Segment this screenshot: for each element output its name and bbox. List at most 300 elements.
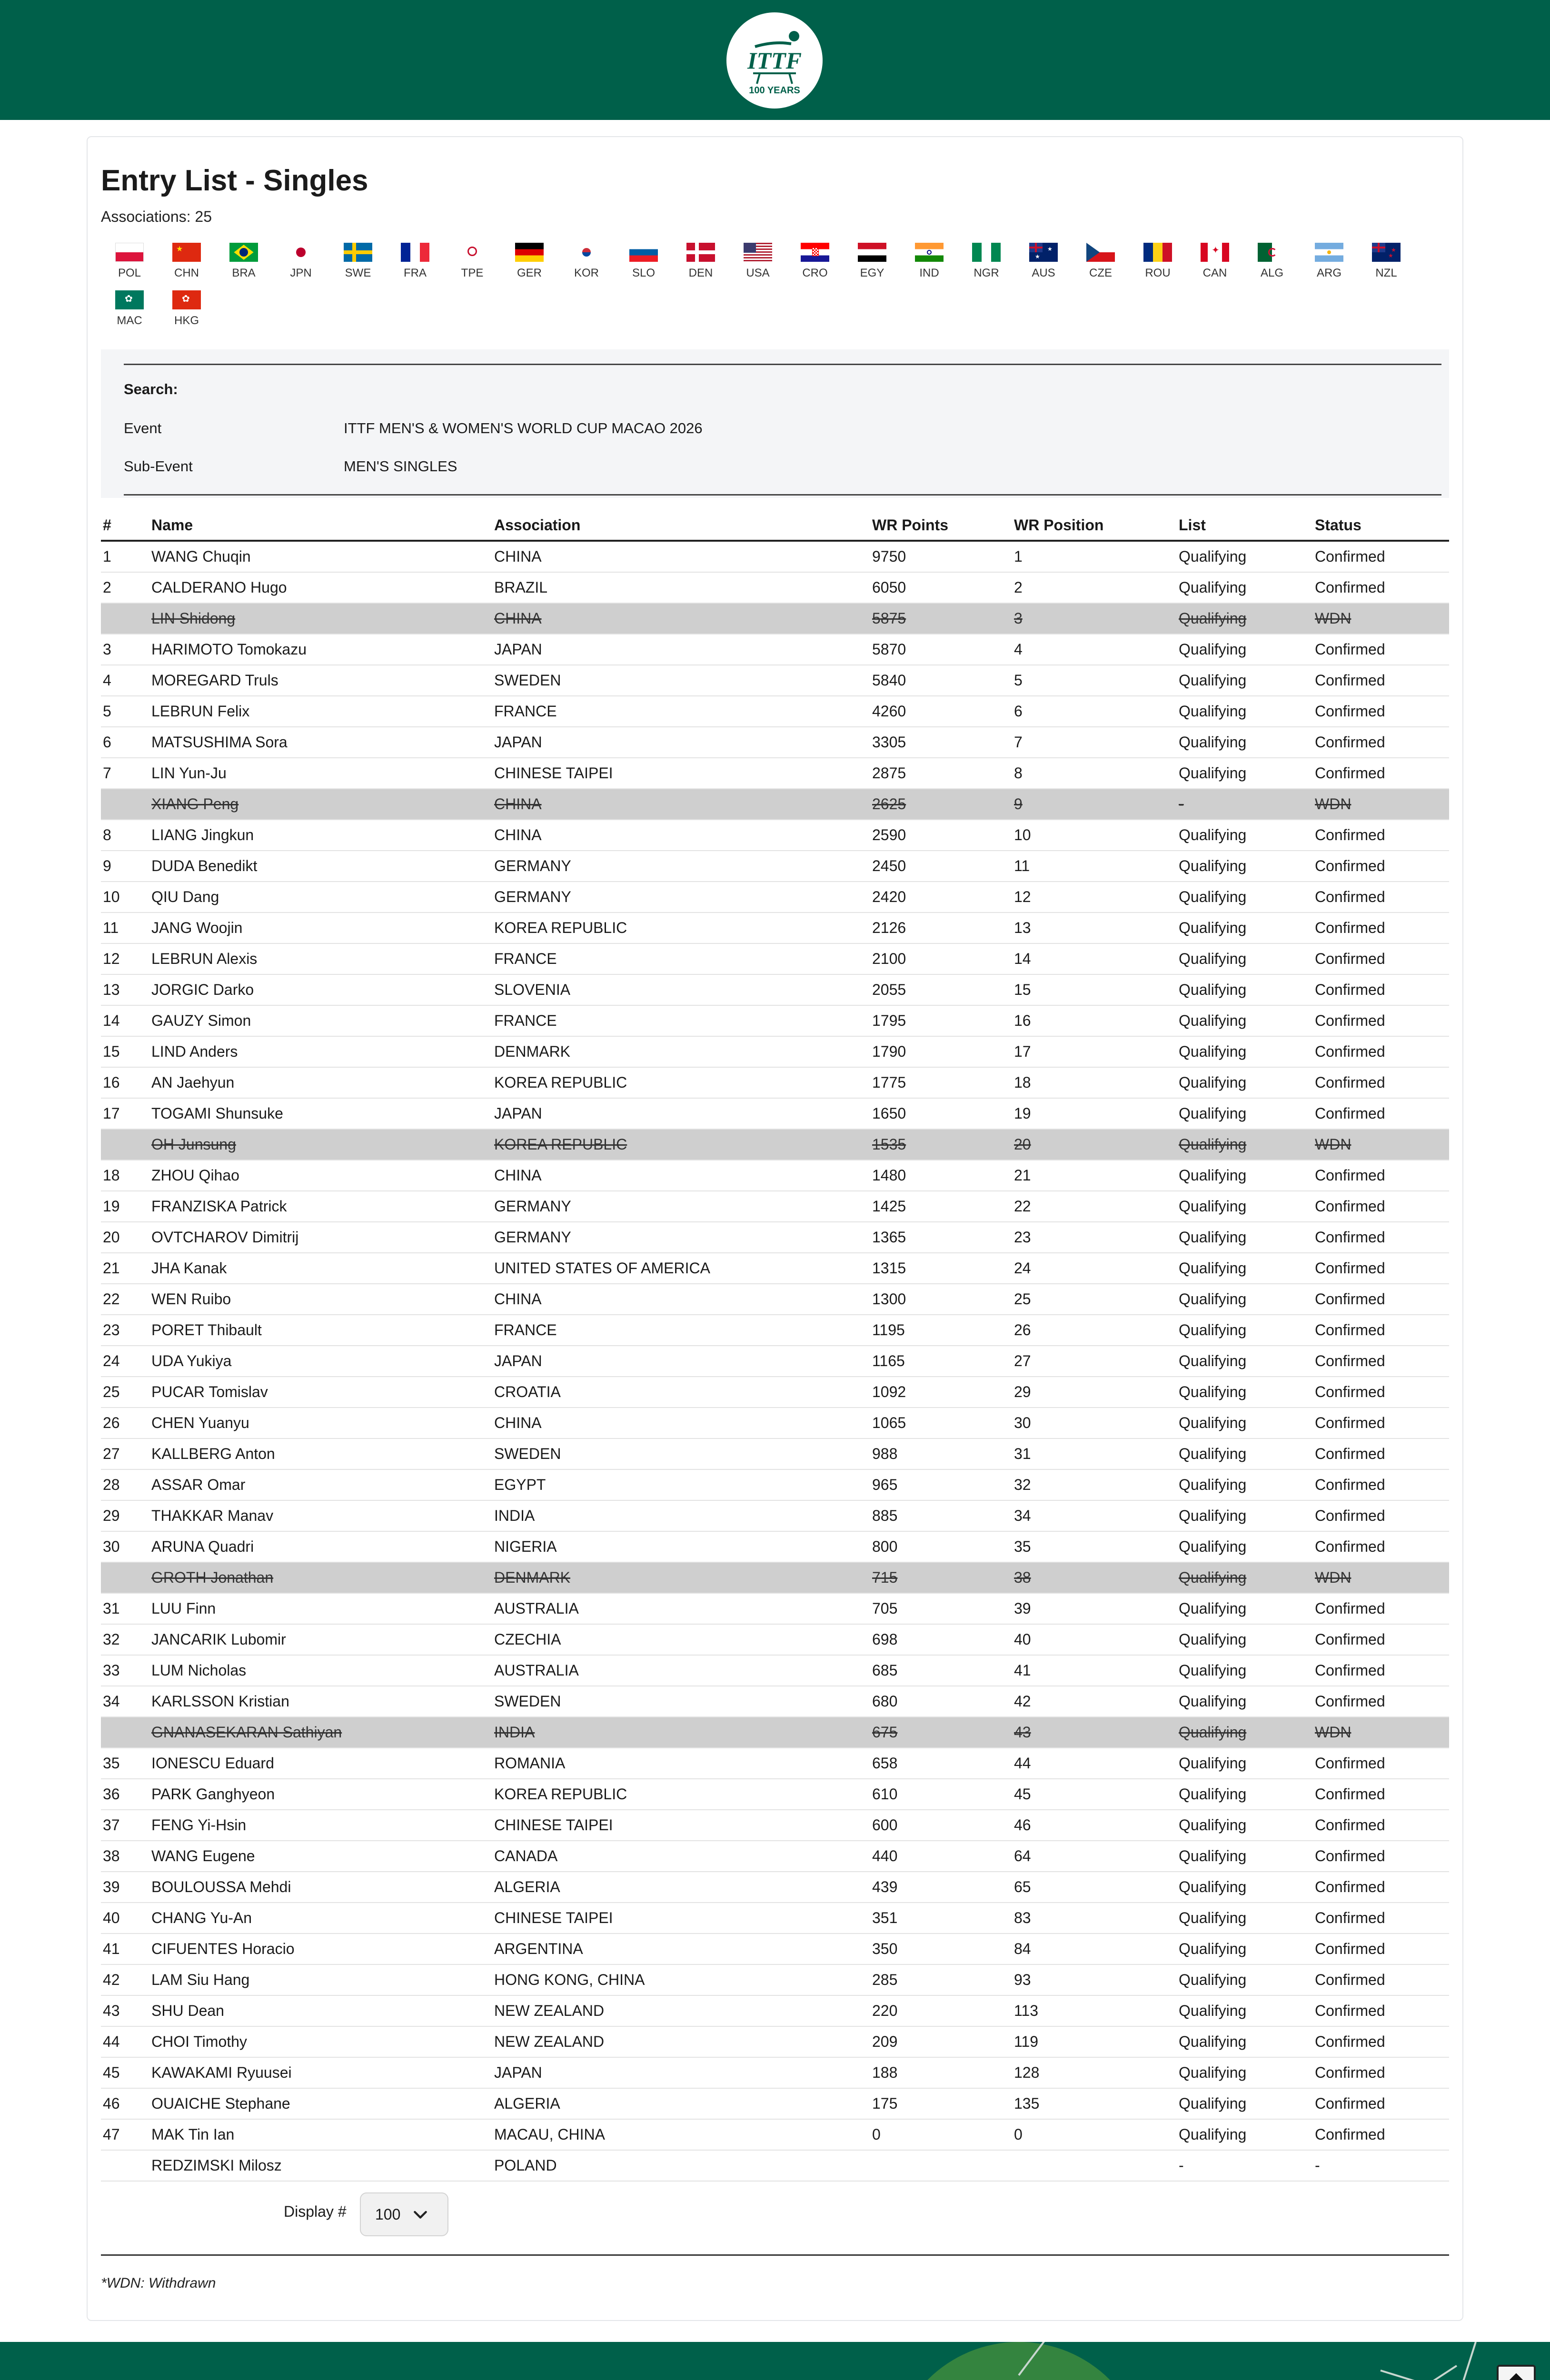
player-name[interactable]: PARK Ganghyeon: [149, 1779, 492, 1810]
wr-points: 285: [870, 1964, 1012, 1995]
player-name[interactable]: LEBRUN Alexis: [149, 943, 492, 974]
player-name[interactable]: WANG Chuqin: [149, 541, 492, 572]
entry-status: WDN: [1313, 1129, 1449, 1160]
wr-position: 18: [1012, 1067, 1177, 1098]
entry-status: Confirmed: [1313, 2026, 1449, 2057]
player-name[interactable]: DUDA Benedikt: [149, 851, 492, 882]
table-row: [101, 1624, 1449, 1655]
wr-points: 209: [870, 2026, 1012, 2057]
list-type: Qualifying: [1177, 1191, 1313, 1222]
wr-points: 705: [870, 1593, 1012, 1624]
table-row: [101, 1934, 1449, 1964]
wr-points: 1795: [870, 1005, 1012, 1036]
list-type: Qualifying: [1177, 1779, 1313, 1810]
entry-status: Confirmed: [1313, 1346, 1449, 1377]
wr-points: 0: [870, 2119, 1012, 2150]
flag-ind-icon: [915, 243, 944, 262]
flag-item-ind[interactable]: [901, 243, 958, 280]
player-name[interactable]: JHA Kanak: [149, 1253, 492, 1284]
col-header-name[interactable]: Name: [149, 510, 492, 541]
list-type: Qualifying: [1177, 1253, 1313, 1284]
flag-pol-icon: [115, 243, 144, 262]
flag-code: SLO: [632, 267, 656, 279]
flag-code: KOR: [574, 267, 599, 279]
player-name[interactable]: UDA Yukiya: [149, 1346, 492, 1377]
player-association: SWEDEN: [492, 665, 870, 696]
entry-status: Confirmed: [1313, 1995, 1449, 2026]
flag-item-ger[interactable]: [501, 243, 558, 280]
wr-position: 5: [1012, 665, 1177, 696]
player-association: SLOVENIA: [492, 974, 870, 1005]
flag-item-kor[interactable]: [558, 243, 615, 280]
entry-status: WDN: [1313, 1562, 1449, 1593]
entry-status: Confirmed: [1313, 1810, 1449, 1841]
flag-item-tpe[interactable]: [444, 243, 501, 280]
player-name[interactable]: QIU Dang: [149, 882, 492, 912]
entry-number: [101, 789, 149, 820]
associations-count-line: [101, 208, 212, 226]
flag-item-can[interactable]: [1186, 243, 1243, 280]
player-name[interactable]: THAKKAR Manav: [149, 1500, 492, 1531]
entry-number: 13: [101, 974, 149, 1005]
list-type: Qualifying: [1177, 541, 1313, 572]
entry-number: 45: [101, 2057, 149, 2088]
top-header-bar: [0, 0, 1550, 120]
entry-number: 25: [101, 1377, 149, 1408]
player-name[interactable]: CHANG Yu-An: [149, 1903, 492, 1934]
table-row: [101, 1655, 1449, 1686]
player-name[interactable]: MATSUSHIMA Sora: [149, 727, 492, 758]
entry-number: 29: [101, 1500, 149, 1531]
wr-points: 1790: [870, 1036, 1012, 1067]
player-association: KOREA REPUBLIC: [492, 1129, 870, 1160]
player-name[interactable]: OH Junsung: [149, 1129, 492, 1160]
list-type: Qualifying: [1177, 1810, 1313, 1841]
wr-position: 4: [1012, 634, 1177, 665]
flag-item-jpn[interactable]: [272, 243, 329, 280]
wr-position: 21: [1012, 1160, 1177, 1191]
col-header-association[interactable]: Association: [492, 510, 870, 541]
list-type: Qualifying: [1177, 2057, 1313, 2088]
player-name[interactable]: FRANZISKA Patrick: [149, 1191, 492, 1222]
entry-number: [101, 1129, 149, 1160]
table-row: [101, 2119, 1449, 2150]
wr-points: 4260: [870, 696, 1012, 727]
entry-number: 4: [101, 665, 149, 696]
wr-position: 35: [1012, 1531, 1177, 1562]
list-type: Qualifying: [1177, 1655, 1313, 1686]
wr-points: 965: [870, 1469, 1012, 1500]
wr-points: 2055: [870, 974, 1012, 1005]
flag-item-rou[interactable]: [1129, 243, 1186, 280]
flag-jpn-icon: [287, 243, 315, 262]
wr-position: 11: [1012, 851, 1177, 882]
player-name[interactable]: CHEN Yuanyu: [149, 1408, 492, 1438]
flag-code: CAN: [1202, 267, 1227, 279]
flag-can-icon: ✦: [1201, 243, 1229, 262]
wr-points: 2875: [870, 758, 1012, 789]
list-type: Qualifying: [1177, 1748, 1313, 1779]
association-flags: [101, 243, 1461, 338]
flag-item-fra[interactable]: [387, 243, 444, 280]
player-name[interactable]: WEN Ruibo: [149, 1284, 492, 1315]
wr-position: 44: [1012, 1748, 1177, 1779]
col-header-number[interactable]: #: [101, 510, 149, 541]
flag-cro-icon: [801, 243, 829, 262]
flag-item-mac[interactable]: [101, 290, 158, 327]
player-name[interactable]: REDZIMSKI Milosz: [149, 2150, 492, 2181]
entry-number: 12: [101, 943, 149, 974]
player-name[interactable]: LIN Yun-Ju: [149, 758, 492, 789]
table-row: [101, 1748, 1449, 1779]
flag-fra-icon: [401, 243, 429, 262]
entry-status: Confirmed: [1313, 1191, 1449, 1222]
col-header-status[interactable]: Status: [1313, 510, 1449, 541]
wr-position: 83: [1012, 1903, 1177, 1934]
player-name[interactable]: ASSAR Omar: [149, 1469, 492, 1500]
table-header-row: [101, 510, 1449, 541]
subevent-label: Sub-Event: [124, 458, 193, 475]
player-name[interactable]: CALDERANO Hugo: [149, 572, 492, 603]
flag-item-swe[interactable]: [329, 243, 387, 280]
wr-points: 1775: [870, 1067, 1012, 1098]
entry-status: Confirmed: [1313, 1253, 1449, 1284]
player-name[interactable]: MOREGARD Truls: [149, 665, 492, 696]
page-footer: [0, 2342, 1550, 2380]
table-row: [101, 1903, 1449, 1934]
wr-position: 119: [1012, 2026, 1177, 2057]
wr-position: 27: [1012, 1346, 1177, 1377]
entry-number: 33: [101, 1655, 149, 1686]
flag-den-icon: [686, 243, 715, 262]
entry-number: 43: [101, 1995, 149, 2026]
player-name[interactable]: KAWAKAMI Ryuusei: [149, 2057, 492, 2088]
wr-position: 34: [1012, 1500, 1177, 1531]
table-row: [101, 2057, 1449, 2088]
list-type: Qualifying: [1177, 1160, 1313, 1191]
entry-number: 41: [101, 1934, 149, 1964]
flag-item-pol[interactable]: [101, 243, 158, 280]
flag-item-chn[interactable]: [158, 243, 215, 280]
list-type: Qualifying: [1177, 1872, 1313, 1903]
entry-number: [101, 603, 149, 634]
player-association: CHINA: [492, 603, 870, 634]
table-row: [101, 1315, 1449, 1346]
flag-tpe-icon: [458, 243, 487, 262]
entry-status: Confirmed: [1313, 1934, 1449, 1964]
player-association: GERMANY: [492, 1222, 870, 1253]
player-name[interactable]: LIND Anders: [149, 1036, 492, 1067]
player-association: CHINA: [492, 1284, 870, 1315]
list-type: Qualifying: [1177, 1129, 1313, 1160]
event-value: ITTF MEN'S & WOMEN'S WORLD CUP MACAO 2026: [344, 420, 703, 436]
player-association: GERMANY: [492, 882, 870, 912]
flag-code: HKG: [174, 314, 199, 327]
table-row: [101, 572, 1449, 603]
player-name[interactable]: AN Jaehyun: [149, 1067, 492, 1098]
entry-number: 34: [101, 1686, 149, 1717]
player-name[interactable]: PORET Thibault: [149, 1315, 492, 1346]
player-name[interactable]: FENG Yi-Hsin: [149, 1810, 492, 1841]
list-type: Qualifying: [1177, 1562, 1313, 1593]
wr-position: 45: [1012, 1779, 1177, 1810]
player-association: AUSTRALIA: [492, 1655, 870, 1686]
list-type: Qualifying: [1177, 1686, 1313, 1717]
player-name[interactable]: CHOI Timothy: [149, 2026, 492, 2057]
wr-points: 2420: [870, 882, 1012, 912]
table-row-withdrawn: [101, 603, 1449, 634]
list-type: Qualifying: [1177, 1995, 1313, 2026]
entry-number: 17: [101, 1098, 149, 1129]
search-panel: [101, 349, 1449, 498]
wr-points: 1315: [870, 1253, 1012, 1284]
entry-status: Confirmed: [1313, 1284, 1449, 1315]
player-name[interactable]: LAM Siu Hang: [149, 1964, 492, 1995]
flag-item-nzl[interactable]: [1358, 243, 1415, 280]
player-association: SWEDEN: [492, 1686, 870, 1717]
list-type: Qualifying: [1177, 727, 1313, 758]
flag-item-hkg[interactable]: [158, 290, 215, 327]
flag-item-aus[interactable]: [1015, 243, 1072, 280]
player-name[interactable]: KARLSSON Kristian: [149, 1686, 492, 1717]
flag-code: USA: [746, 267, 770, 279]
wr-points: 5870: [870, 634, 1012, 665]
table-row-withdrawn: [101, 1717, 1449, 1748]
entry-number: 8: [101, 820, 149, 851]
entry-number: 40: [101, 1903, 149, 1934]
wr-points: 1092: [870, 1377, 1012, 1408]
wr-position: 12: [1012, 882, 1177, 912]
player-name[interactable]: PUCAR Tomislav: [149, 1377, 492, 1408]
table-row: [101, 1036, 1449, 1067]
flag-item-arg[interactable]: [1301, 243, 1358, 280]
col-header-wr-position[interactable]: WR Position: [1012, 510, 1177, 541]
player-name[interactable]: JORGIC Darko: [149, 974, 492, 1005]
player-association: KOREA REPUBLIC: [492, 1067, 870, 1098]
flag-item-usa[interactable]: [729, 243, 786, 280]
wr-points: 1650: [870, 1098, 1012, 1129]
entry-status: WDN: [1313, 603, 1449, 634]
player-name[interactable]: CIFUENTES Horacio: [149, 1934, 492, 1964]
ittf-logo[interactable]: [726, 12, 823, 109]
table-row: [101, 943, 1449, 974]
entry-number: 10: [101, 882, 149, 912]
wr-points: 175: [870, 2088, 1012, 2119]
player-name[interactable]: LIANG Jingkun: [149, 820, 492, 851]
player-name[interactable]: ZHOU Qihao: [149, 1160, 492, 1191]
wr-points: 350: [870, 1934, 1012, 1964]
wr-points: 2590: [870, 820, 1012, 851]
flag-item-slo[interactable]: [615, 243, 672, 280]
search-heading: Search:: [124, 381, 178, 397]
col-header-wr-points[interactable]: WR Points: [870, 510, 1012, 541]
table-row: [101, 1841, 1449, 1872]
list-type: Qualifying: [1177, 912, 1313, 943]
entry-number: 5: [101, 696, 149, 727]
player-association: ROMANIA: [492, 1748, 870, 1779]
list-type: Qualifying: [1177, 1098, 1313, 1129]
entry-status: Confirmed: [1313, 1500, 1449, 1531]
player-name[interactable]: TOGAMI Shunsuke: [149, 1098, 492, 1129]
flag-egy-icon: [858, 243, 886, 262]
entry-status: Confirmed: [1313, 634, 1449, 665]
entry-status: Confirmed: [1313, 2057, 1449, 2088]
player-name[interactable]: GNANASEKARAN Sathiyan: [149, 1717, 492, 1748]
player-name[interactable]: GAUZY Simon: [149, 1005, 492, 1036]
wr-points: 988: [870, 1438, 1012, 1469]
wr-points: 610: [870, 1779, 1012, 1810]
entry-number: 35: [101, 1748, 149, 1779]
player-name[interactable]: BOULOUSSA Mehdi: [149, 1872, 492, 1903]
list-type: Qualifying: [1177, 2026, 1313, 2057]
flag-code: IND: [919, 267, 939, 279]
table-row: [101, 665, 1449, 696]
player-association: CZECHIA: [492, 1624, 870, 1655]
player-name[interactable]: MAK Tin Ian: [149, 2119, 492, 2150]
player-association: KOREA REPUBLIC: [492, 912, 870, 943]
wr-points: 600: [870, 1810, 1012, 1841]
player-name[interactable]: GROTH Jonathan: [149, 1562, 492, 1593]
flag-item-egy[interactable]: [844, 243, 901, 280]
player-association: CANADA: [492, 1841, 870, 1872]
entry-number: 15: [101, 1036, 149, 1067]
wr-points: 6050: [870, 572, 1012, 603]
player-association: FRANCE: [492, 943, 870, 974]
list-type: Qualifying: [1177, 1531, 1313, 1562]
wdn-footnote: *WDN: Withdrawn: [101, 2275, 216, 2291]
wr-position: 135: [1012, 2088, 1177, 2119]
entry-status: Confirmed: [1313, 2119, 1449, 2150]
player-association: FRANCE: [492, 1315, 870, 1346]
entry-status: Confirmed: [1313, 1872, 1449, 1903]
table-row: [101, 1377, 1449, 1408]
wr-points: 1480: [870, 1160, 1012, 1191]
player-name[interactable]: IONESCU Eduard: [149, 1748, 492, 1779]
display-count-label: Display #: [284, 2203, 347, 2220]
wr-position: 26: [1012, 1315, 1177, 1346]
entry-status: Confirmed: [1313, 851, 1449, 882]
entry-number: 37: [101, 1810, 149, 1841]
entry-status: Confirmed: [1313, 1036, 1449, 1067]
wr-points: 2100: [870, 943, 1012, 974]
scroll-to-top-button[interactable]: [1497, 2365, 1536, 2380]
entry-number: [101, 2150, 149, 2181]
table-row: [101, 1593, 1449, 1624]
flag-item-den[interactable]: [672, 243, 729, 280]
player-name[interactable]: KALLBERG Anton: [149, 1438, 492, 1469]
wr-position: 25: [1012, 1284, 1177, 1315]
search-panel-bottom-rule: [124, 494, 1441, 496]
player-association: JAPAN: [492, 634, 870, 665]
entry-status: Confirmed: [1313, 1655, 1449, 1686]
wr-position: 65: [1012, 1872, 1177, 1903]
wr-points: 2126: [870, 912, 1012, 943]
wr-points: 220: [870, 1995, 1012, 2026]
list-type: Qualifying: [1177, 882, 1313, 912]
flag-item-ngr[interactable]: [958, 243, 1015, 280]
entry-status: Confirmed: [1313, 1377, 1449, 1408]
wr-points: 1535: [870, 1129, 1012, 1160]
player-name[interactable]: LEBRUN Felix: [149, 696, 492, 727]
player-name[interactable]: HARIMOTO Tomokazu: [149, 634, 492, 665]
flag-code: MAC: [117, 314, 142, 327]
flag-item-alg[interactable]: [1243, 243, 1301, 280]
entry-number: 26: [101, 1408, 149, 1438]
list-type: Qualifying: [1177, 1222, 1313, 1253]
player-name[interactable]: SHU Dean: [149, 1995, 492, 2026]
player-name[interactable]: JANCARIK Lubomir: [149, 1624, 492, 1655]
player-name[interactable]: OUAICHE Stephane: [149, 2088, 492, 2119]
player-name[interactable]: LUU Finn: [149, 1593, 492, 1624]
entry-number: 20: [101, 1222, 149, 1253]
player-association: FRANCE: [492, 1005, 870, 1036]
wr-position: [1012, 2150, 1177, 2181]
player-name[interactable]: JANG Woojin: [149, 912, 492, 943]
flag-item-bra[interactable]: [215, 243, 272, 280]
player-name[interactable]: LIN Shidong: [149, 603, 492, 634]
flag-ngr-icon: [972, 243, 1001, 262]
list-type: Qualifying: [1177, 758, 1313, 789]
wr-position: 38: [1012, 1562, 1177, 1593]
table-row: [101, 1810, 1449, 1841]
flag-code: AUS: [1032, 267, 1055, 279]
page-title: Entry List - Singles: [101, 164, 368, 197]
list-type: Qualifying: [1177, 1438, 1313, 1469]
player-name[interactable]: XIANG Peng: [149, 789, 492, 820]
entry-status: Confirmed: [1313, 1005, 1449, 1036]
display-count-select[interactable]: [360, 2192, 448, 2236]
flag-code: NGR: [974, 267, 999, 279]
wr-position: 3: [1012, 603, 1177, 634]
wr-position: 22: [1012, 1191, 1177, 1222]
table-row-withdrawn: [101, 789, 1449, 820]
entry-status: Confirmed: [1313, 912, 1449, 943]
player-association: CHINESE TAIPEI: [492, 758, 870, 789]
wr-position: 8: [1012, 758, 1177, 789]
list-type: Qualifying: [1177, 1005, 1313, 1036]
entry-number: 30: [101, 1531, 149, 1562]
arrow-up-icon: [1503, 2371, 1530, 2380]
player-name[interactable]: ARUNA Quadri: [149, 1531, 492, 1562]
flag-code: JPN: [290, 267, 312, 279]
flag-code: ROU: [1145, 267, 1171, 279]
entry-number: 42: [101, 1964, 149, 1995]
list-type: Qualifying: [1177, 603, 1313, 634]
list-type: Qualifying: [1177, 1036, 1313, 1067]
player-name[interactable]: OVTCHAROV Dimitrij: [149, 1222, 492, 1253]
col-header-list[interactable]: List: [1177, 510, 1313, 541]
wr-position: 13: [1012, 912, 1177, 943]
wr-points: 685: [870, 1655, 1012, 1686]
table-row-withdrawn: [101, 1129, 1449, 1160]
table-row: [101, 1872, 1449, 1903]
entry-status: Confirmed: [1313, 727, 1449, 758]
associations-label: Associations:: [101, 208, 191, 225]
player-name[interactable]: LUM Nicholas: [149, 1655, 492, 1686]
associations-count: 25: [195, 208, 212, 225]
table-row: [101, 1346, 1449, 1377]
list-type: Qualifying: [1177, 1841, 1313, 1872]
entry-number: 22: [101, 1284, 149, 1315]
entry-status: Confirmed: [1313, 1779, 1449, 1810]
wr-position: 10: [1012, 820, 1177, 851]
flag-item-cro[interactable]: [786, 243, 844, 280]
player-association: CROATIA: [492, 1377, 870, 1408]
wr-position: 42: [1012, 1686, 1177, 1717]
wr-points: 188: [870, 2057, 1012, 2088]
flag-item-cze[interactable]: [1072, 243, 1129, 280]
player-name[interactable]: WANG Eugene: [149, 1841, 492, 1872]
